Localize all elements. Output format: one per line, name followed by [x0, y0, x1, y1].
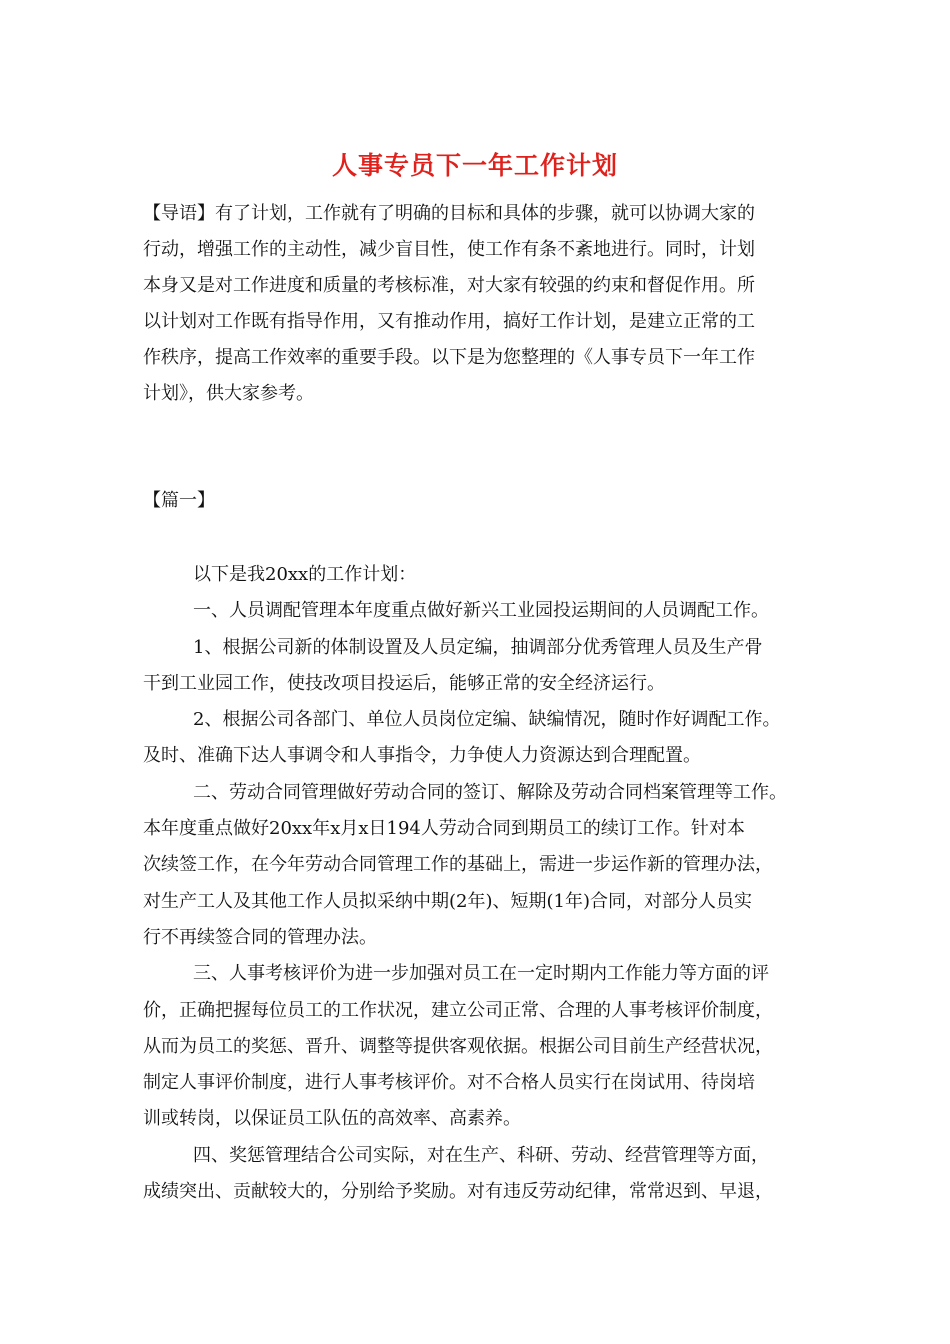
intro-line: 【导语】有了计划，工作就有了明确的目标和具体的步骤，就可以协调大家的 [143, 203, 755, 224]
body-line: 本年度重点做好20xx年x月x日194人劳动合同到期员工的续订工作。针对本 [143, 818, 745, 840]
body-line: 三、人事考核评价为进一步加强对员工在一定时期内工作能力等方面的评 [193, 963, 769, 985]
body-line: 二、劳动合同管理做好劳动合同的签订、解除及劳动合同档案管理等工作。 [193, 781, 787, 803]
intro-line: 本身又是对工作进度和质量的考核标准，对大家有较强的约束和督促作用。所 [143, 275, 755, 296]
body-line: 1、根据公司新的体制设置及人员定编，抽调部分优秀管理人员及生产骨 [193, 636, 763, 658]
body-line: 从而为员工的奖惩、晋升、调整等提供客观依据。根据公司目前生产经营状况， [143, 1035, 773, 1057]
intro-paragraph [143, 196, 813, 412]
body-line: 制定人事评价制度，进行人事考核评价。对不合格人员实行在岗试用、待岗培 [143, 1072, 755, 1094]
body-line: 2、根据公司各部门、单位人员岗位定编、缺编情况，随时作好调配工作。 [193, 709, 781, 731]
document-title: 人事专员下一年工作计划 [331, 151, 618, 180]
body-line: 一、人员调配管理本年度重点做好新兴工业园投运期间的人员调配工作。 [193, 600, 769, 622]
body-line: 以下是我20xx的工作计划： [193, 564, 417, 585]
body-line: 对生产工人及其他工作人员拟采纳中期(2年)、短期(1年)合同，对部分人员实 [143, 890, 752, 912]
body-line: 训或转岗，以保证员工队伍的高效率、高素养。 [143, 1108, 521, 1130]
body-line: 干到工业园工作，使技改项目投运后，能够正常的安全经济运行。 [143, 672, 665, 694]
section-heading: 【篇一】 [143, 490, 215, 511]
body-line: 及时、准确下达人事调令和人事指令，力争使人力资源达到合理配置。 [143, 745, 701, 767]
body-line: 行不再续签合同的管理办法。 [143, 926, 377, 948]
body-line: 次续签工作，在今年劳动合同管理工作的基础上，需进一步运作新的管理办法， [143, 854, 773, 876]
intro-line: 以计划对工作既有指导作用，又有推动作用，搞好工作计划，是建立正常的工 [143, 311, 755, 332]
intro-line: 作秩序，提高工作效率的重要手段。以下是为您整理的《人事专员下一年工作 [143, 347, 755, 368]
intro-line: 行动，增强工作的主动性，减少盲目性，使工作有条不紊地进行。同时，计划 [143, 239, 755, 260]
body-line: 四、奖惩管理结合公司实际，对在生产、科研、劳动、经营管理等方面， [193, 1144, 769, 1166]
intro-line: 计划》，供大家参考。 [143, 383, 314, 404]
body-line: 成绩突出、贡献较大的，分别给予奖励。对有违反劳动纪律，常常迟到、早退， [143, 1181, 773, 1203]
body-line: 价，正确把握每位员工的工作状况，建立公司正常、合理的人事考核评价制度， [143, 999, 773, 1021]
body-text [143, 557, 823, 1210]
